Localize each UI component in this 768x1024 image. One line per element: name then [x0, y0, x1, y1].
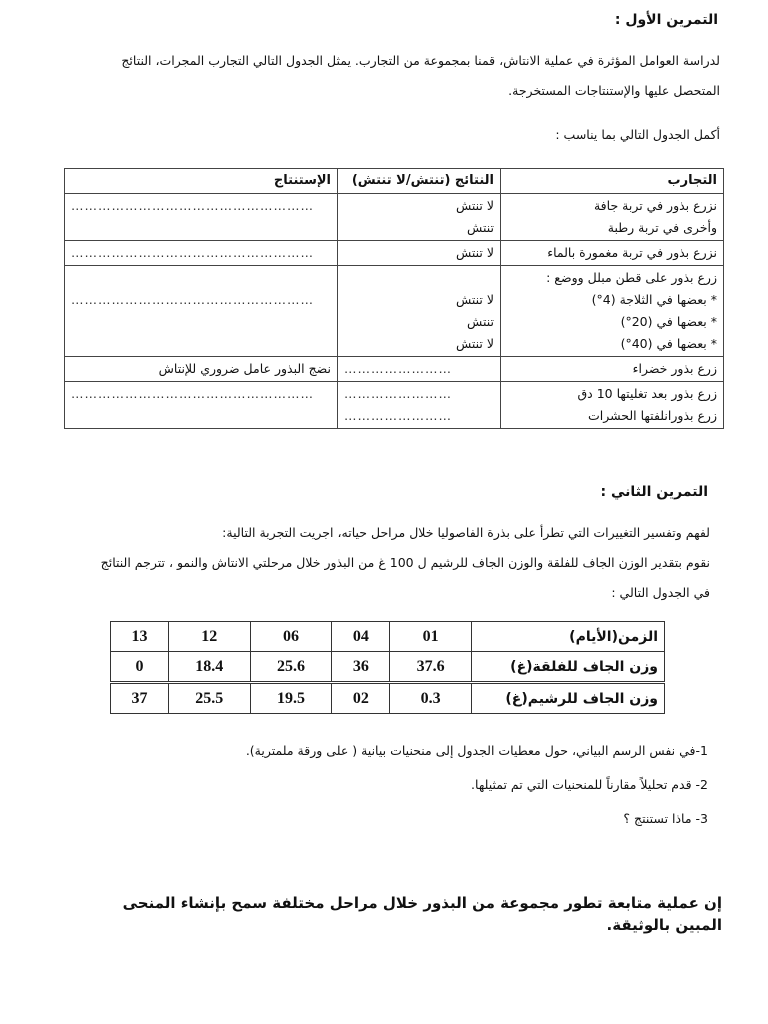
conclusion-cell-line: [71, 267, 331, 289]
conclusion-cell-line: ………………………………………………: [71, 292, 314, 307]
result-cell-line: تنتش: [467, 314, 494, 329]
table-row: [65, 241, 724, 266]
conclusion-cell: [65, 194, 338, 241]
experiment-cell-line: * بعضها في الثلاجة (4°): [591, 292, 717, 307]
ex2-intro-line3: في الجدول التالي :: [611, 585, 710, 600]
table-cell: 18.4: [168, 652, 250, 683]
experiment-cell: [501, 357, 724, 382]
row-label-embryo: وزن الجاف للرشيم(غ): [472, 683, 665, 714]
experiments-table: [64, 168, 724, 429]
result-cell-line: لا تنتش: [455, 198, 494, 213]
experiment-cell-line: * بعضها في (40°): [620, 336, 717, 351]
experiment-cell-line: زرع بذور بعد تغليتها 10 دق: [577, 386, 717, 401]
conclusion-cell-line: نضج البذور عامل ضروري للإنتاش: [158, 361, 331, 376]
result-cell: [338, 194, 501, 241]
result-cell-line: تنتش: [467, 220, 494, 235]
experiment-cell-line: * بعضها في (20°): [620, 314, 717, 329]
experiment-cell-line: نزرع بذور في تربة مغمورة بالماء: [547, 245, 717, 260]
table-row: [65, 194, 724, 241]
table-cell: 06: [250, 622, 332, 652]
final-statement: إن عملية متابعة تطور مجموعة من البذور خلال مراحل مختلفة سمح بإنشاء المنحى المبين بالوثيقة.: [122, 894, 722, 934]
question-3: 3- ماذا تستنتج ؟: [623, 811, 708, 826]
table-cell: 19.5: [250, 683, 332, 714]
weights-table: [110, 621, 665, 714]
result-cell: [338, 241, 501, 266]
conclusion-cell: [65, 266, 338, 357]
table-row: [65, 266, 724, 357]
table-cell: 12: [168, 622, 250, 652]
result-cell-line: ……………………: [344, 361, 452, 376]
table-row: [65, 382, 724, 429]
table-cell: 13: [111, 622, 169, 652]
ex2-intro: [30, 518, 710, 608]
experiment-cell: [501, 241, 724, 266]
result-cell-line: ……………………: [344, 408, 452, 423]
table-cell: 37.6: [390, 652, 472, 683]
table-cell: 25.6: [250, 652, 332, 683]
result-cell-line: لا تنتش: [455, 245, 494, 260]
table-row: [65, 357, 724, 382]
table-cell: 36: [332, 652, 390, 683]
table-row-embryo: [111, 683, 665, 714]
table-cell: 0: [111, 652, 169, 683]
ex1-instruction: أكمل الجدول التالي بما يناسب :: [555, 127, 720, 142]
ex2-intro-line2: نقوم بتقدير الوزن الجاف للفلقة والوزن الجاف للرشيم ل 100 غ من البذور خلال مرحلتي الانتاش والنمو ، تترجم النتائج: [100, 555, 710, 570]
row-label-time: الزمن(الأيام): [472, 622, 665, 652]
col-header-results: النتائج (تنتش/لا تنتش): [338, 169, 501, 194]
ex2-title: التمرين الثاني :: [600, 484, 708, 500]
table-cell: 02: [332, 683, 390, 714]
result-cell: [338, 266, 501, 357]
ex1-title: التمرين الأول :: [614, 12, 718, 28]
table-cell: 0.3: [390, 683, 472, 714]
col-header-conclusion: الإستنتاج: [65, 169, 338, 194]
conclusion-cell: [65, 382, 338, 429]
table-cell: 01: [390, 622, 472, 652]
ex1-intro-line2: المتحصل عليها والإستنتاجات المستخرجة.: [508, 83, 720, 98]
row-label-cotyledon: وزن الجاف للفلقة(غ): [472, 652, 665, 683]
ex1-intro-line1: لدراسة العوامل المؤثرة في عملية الانتاش، قمنا بمجموعة من التجارب. يمثل الجدول التالي التجارب المجرات، النتائج: [121, 53, 720, 68]
experiment-cell: [501, 194, 724, 241]
result-cell: [338, 382, 501, 429]
result-cell-line: لا تنتش: [455, 336, 494, 351]
result-cell-line: ……………………: [344, 386, 452, 401]
result-cell-line: لا تنتش: [455, 292, 494, 307]
table-header-row: [65, 169, 724, 194]
table-cell: 37: [111, 683, 169, 714]
conclusion-cell: [65, 357, 338, 382]
conclusion-cell-line: ………………………………………………: [71, 386, 314, 401]
experiment-cell-line: نزرع بذور في تربة جافة: [593, 198, 717, 213]
experiment-cell: [501, 382, 724, 429]
result-cell-line: [344, 267, 494, 289]
table-row-cotyledon: [111, 652, 665, 683]
ex2-intro-line1: لفهم وتفسير التغييرات التي تطرأ على بذرة الفاصوليا خلال مراحل حياته، اجريت التجربة التالية:: [222, 525, 710, 540]
experiment-cell-line: زرع بذور على قطن مبلل ووضع :: [546, 270, 717, 285]
ex2-questions: [68, 736, 708, 834]
col-header-experiments: التجارب: [501, 169, 724, 194]
experiment-cell-line: زرع بذورانلفتها الحشرات: [588, 408, 717, 423]
conclusion-cell-line: ………………………………………………: [71, 198, 314, 213]
conclusion-cell-line: ………………………………………………: [71, 245, 314, 260]
conclusion-cell: [65, 241, 338, 266]
table-row-time: [111, 622, 665, 652]
table-cell: 04: [332, 622, 390, 652]
question-2: 2- قدم تحليلاً مقارناً للمنحنيات التي تم تمثيلها.: [471, 777, 708, 792]
experiment-cell: [501, 266, 724, 357]
result-cell: [338, 357, 501, 382]
question-1: 1-في نفس الرسم البياني، حول معطيات الجدول إلى منحنيات بيانية ( على ورقة ملمترية).: [245, 743, 708, 758]
experiment-cell-line: زرع بذور خضراء: [632, 361, 717, 376]
table-cell: 25.5: [168, 683, 250, 714]
experiment-cell-line: وأخرى في تربة رطبة: [607, 220, 717, 235]
ex1-intro: [60, 46, 720, 106]
